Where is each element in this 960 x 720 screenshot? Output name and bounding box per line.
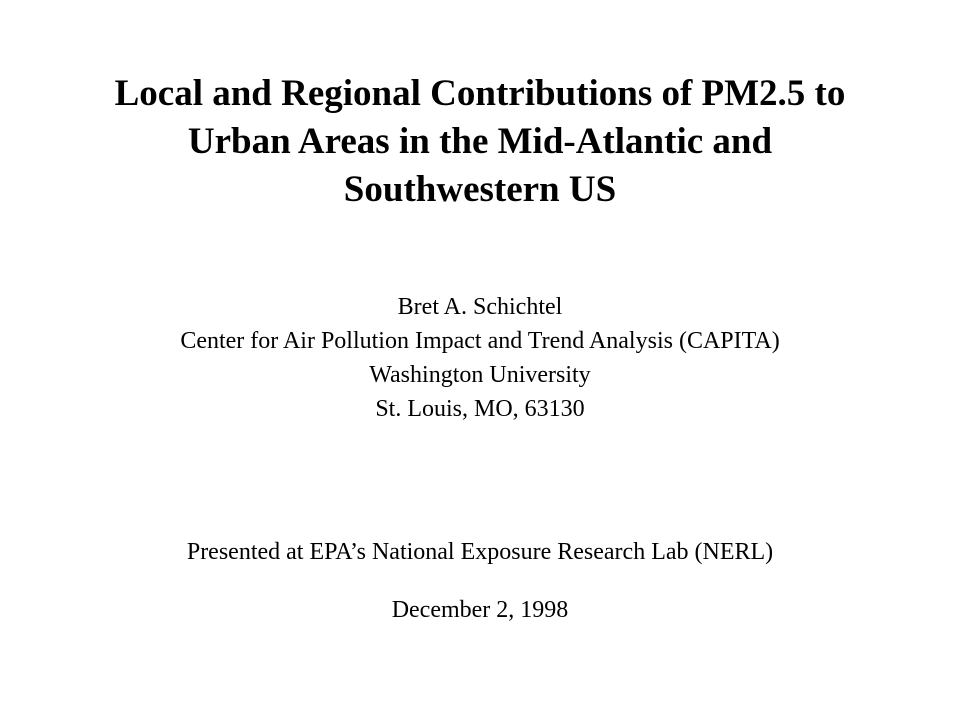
title-line-1: Local and Regional Contributions of PM2.5 to [114, 73, 846, 114]
author-organization: Center for Air Pollution Impact and Trend Analysis (CAPITA) [180, 328, 780, 354]
title-line-2: Urban Areas in the Mid-Atlantic and [187, 121, 773, 162]
author-block [0, 290, 960, 426]
slide-title [0, 70, 960, 214]
author-address: St. Louis, MO, 63130 [375, 396, 585, 422]
title-line-3: Southwestern US [343, 169, 617, 210]
presentation-date: December 2, 1998 [391, 597, 569, 623]
author-institution: Washington University [369, 362, 591, 388]
presentation-venue: Presented at EPA’s National Exposure Research Lab (NERL) [186, 539, 774, 565]
author-name: Bret A. Schichtel [397, 294, 563, 320]
